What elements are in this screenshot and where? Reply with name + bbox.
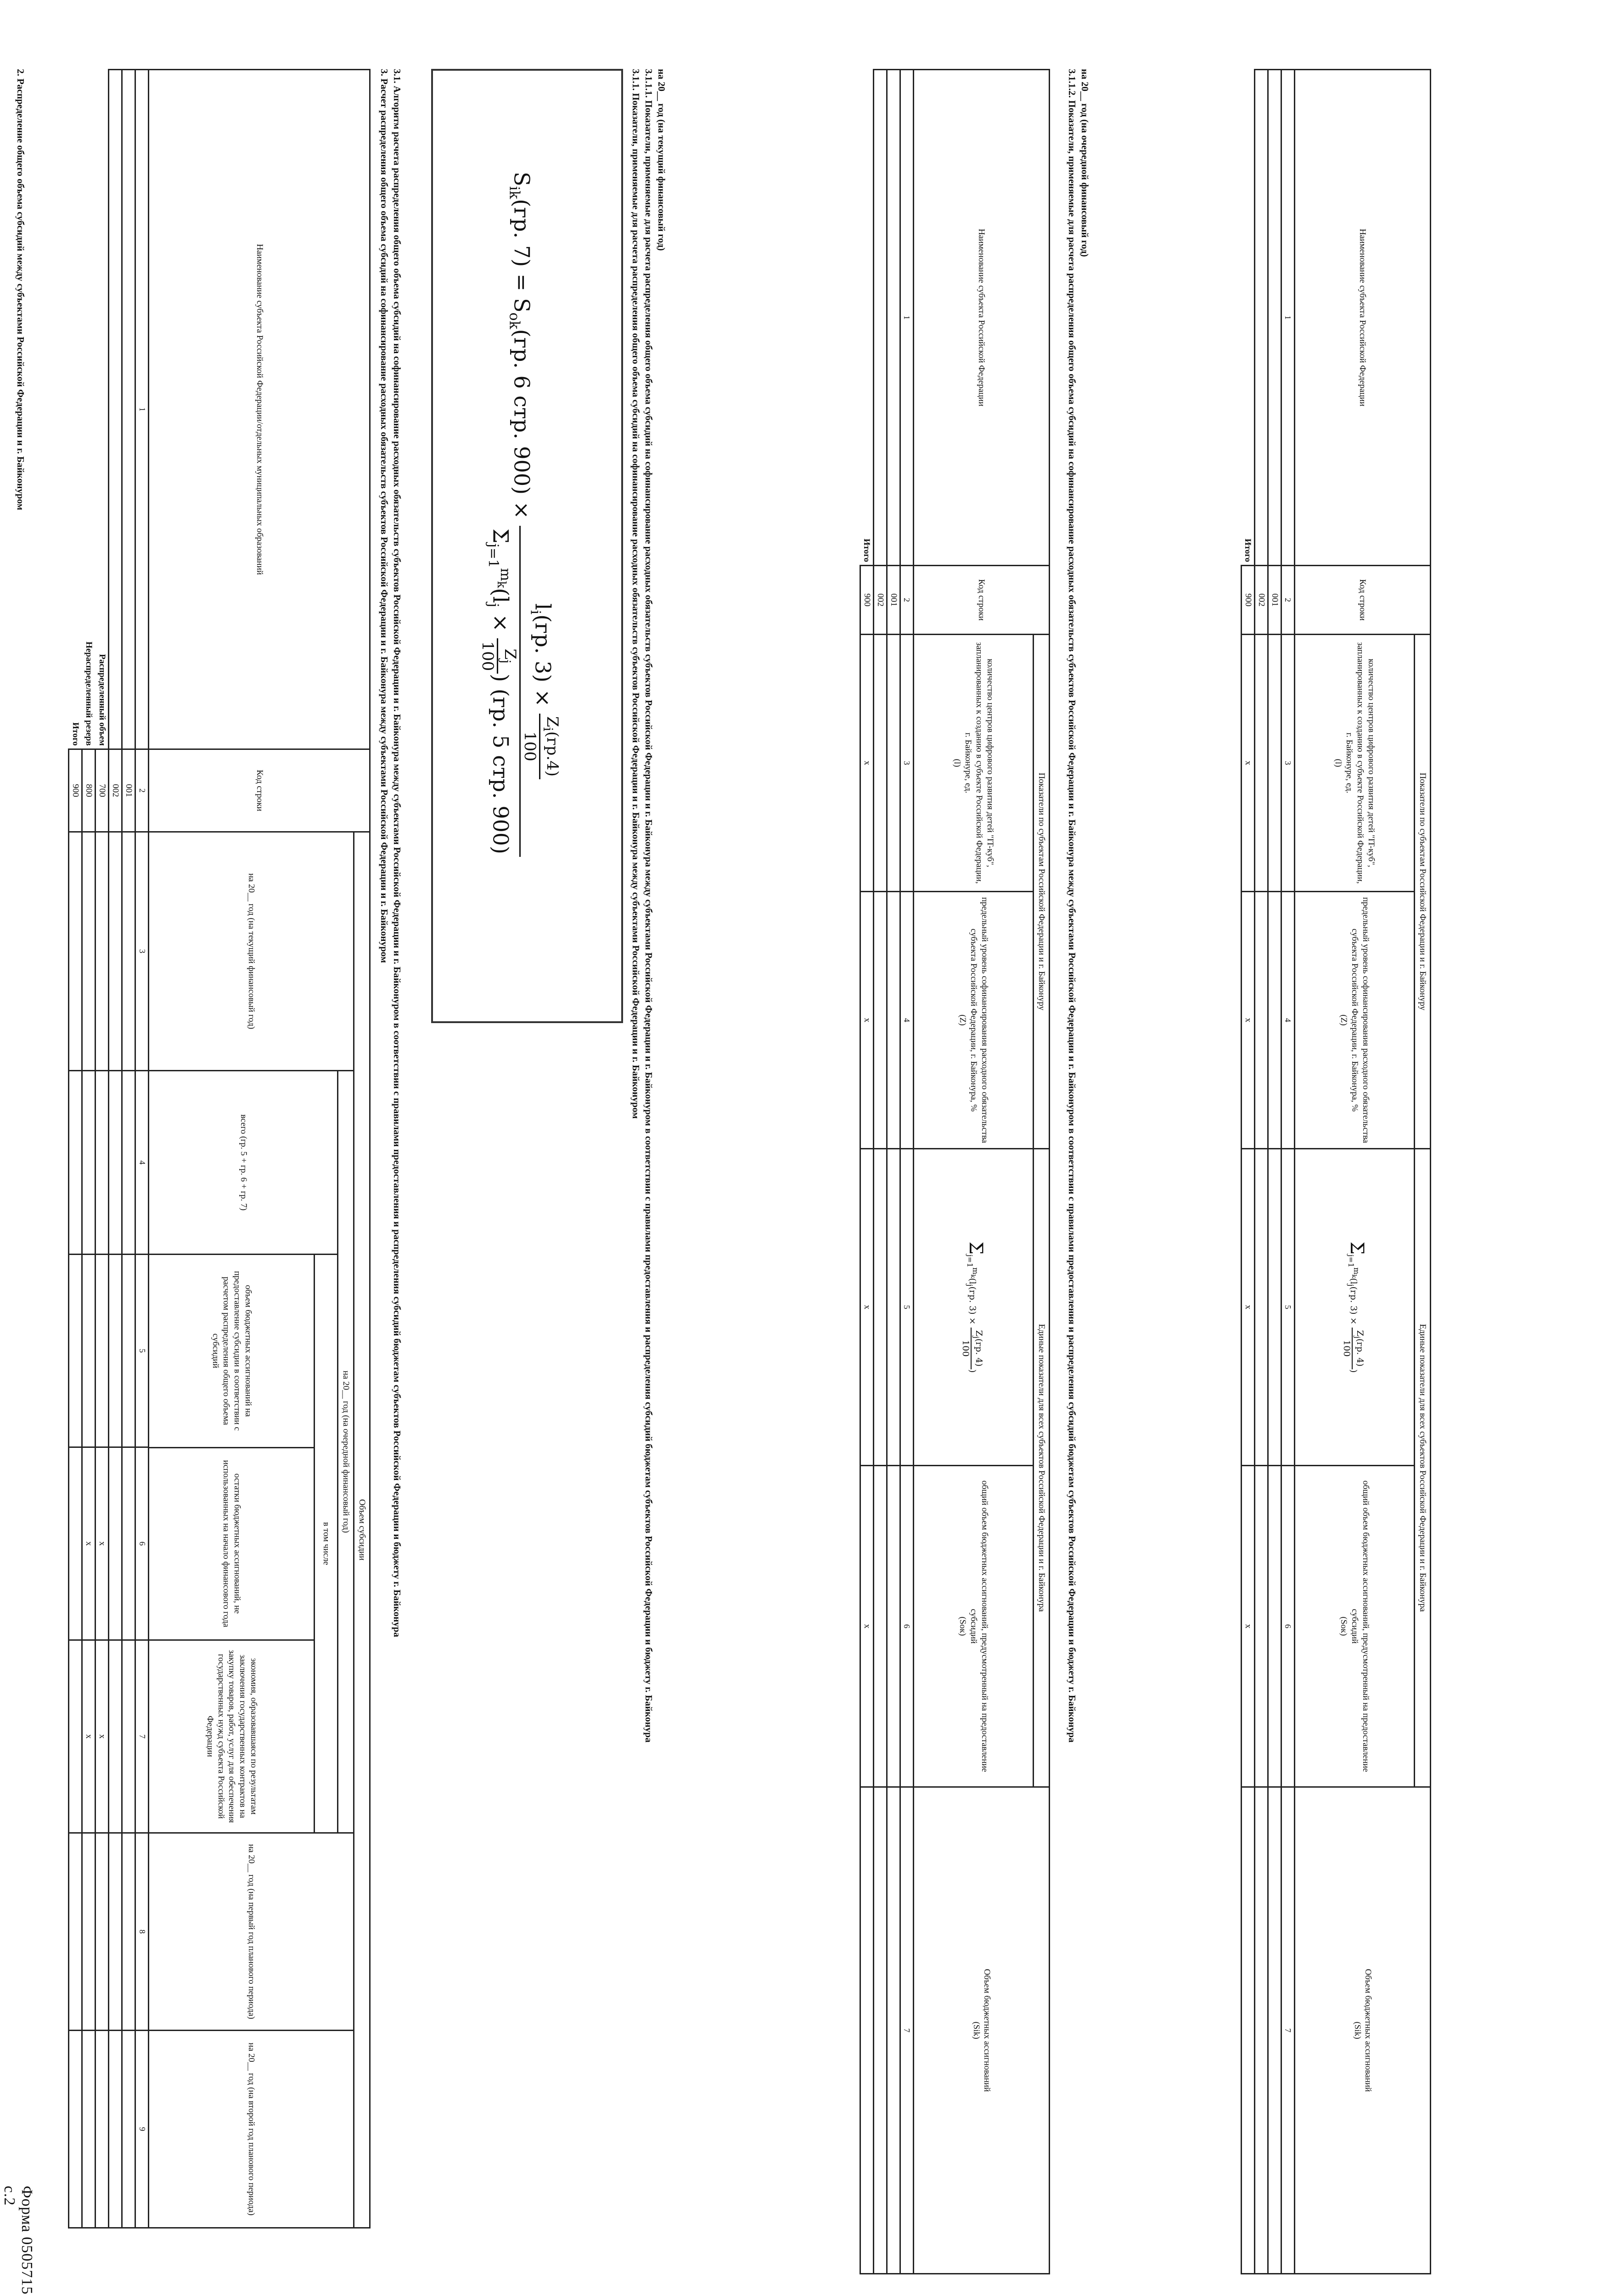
th-code: Код строки [149, 749, 370, 832]
formula-s-arg: (гр. 6 стр. 900) × [509, 329, 534, 519]
formula-num-arg: (гр. 3) × [530, 614, 556, 707]
cell-x: x [1242, 1466, 1255, 1787]
th-col6 [914, 1466, 1034, 1787]
th-col7-sym: (Sik) [971, 2021, 981, 2039]
cell-value[interactable] [1255, 892, 1268, 1149]
sum-args: (гр. 3) × [1348, 1286, 1359, 1325]
colnum-5: 5 [1281, 1149, 1295, 1466]
colnum-1: 1 [1281, 70, 1295, 566]
table-row [122, 70, 135, 2228]
cell-value[interactable] [96, 2031, 109, 2228]
th-col4 [1295, 892, 1415, 1149]
formula-fraction [478, 526, 562, 857]
cell-value[interactable] [109, 1640, 122, 1833]
th-col5: объем бюджетных ассигнований на предоставление субсидии в соответствии с расчетом распределения общего объема субсидий [150, 1255, 315, 1447]
table-row [874, 70, 887, 2274]
section3111-title: 3.1.1.1. Показатели, применяемые для расчета распределения общего объема субсидий на софинансирование расходных обязательств субъектов Российской Федерации и г. Байконура между субъектами Российской Федерации и г. Байконуром в соответствии с правилами предоставления и распределения субсидий бюджетам субъектов Российской Федерации и бюджету г. Байконура [643, 69, 654, 1743]
sum-args: (гр. 3) × [967, 1286, 978, 1325]
formula-den-mult: × [488, 607, 513, 632]
cell-code: 001 [122, 749, 135, 832]
th-col3-sym: (l) [952, 759, 962, 767]
total-code: 900 [860, 566, 874, 635]
cell-value[interactable] [887, 1466, 900, 1787]
colnum-6: 6 [900, 1466, 914, 1787]
cell-code: 002 [1255, 566, 1268, 635]
formula-den-z-top [497, 638, 519, 674]
sum-body: (l [1348, 1278, 1359, 1284]
colnum-3: 3 [900, 635, 914, 892]
colnum-2: 2 [1281, 566, 1295, 635]
colnum-1: 1 [900, 70, 914, 566]
cell-value[interactable] [82, 1255, 96, 1447]
cell-value[interactable] [96, 1255, 109, 1447]
sum-body: (l [967, 1278, 978, 1284]
cell-value[interactable] [109, 832, 122, 1071]
sum-sign: Σ [1346, 1241, 1367, 1255]
colnum-4: 4 [900, 892, 914, 1149]
cell-value[interactable] [122, 1255, 135, 1447]
cell-x: x [1242, 1149, 1255, 1466]
sum-z-arg: (гр. 4) [974, 1338, 984, 1367]
formula-z-top [539, 714, 562, 779]
th-col4 [914, 892, 1034, 1149]
cell-value[interactable] [887, 1787, 900, 2274]
formula-lhs: S [509, 172, 534, 186]
cell-name[interactable] [109, 70, 122, 749]
colnum-5: 5 [135, 1255, 149, 1447]
cell-x: x [860, 635, 874, 892]
colnum-6: 6 [1281, 1466, 1295, 1787]
colnum-3: 3 [135, 832, 149, 1071]
cell-value[interactable] [122, 832, 135, 1071]
formula-box [431, 69, 623, 1023]
cell-value[interactable] [1268, 1787, 1281, 2274]
cell-code: 002 [874, 566, 887, 635]
cell-value[interactable] [122, 2031, 135, 2228]
colnum-7: 7 [1281, 1787, 1295, 2274]
th-col7 [1295, 1787, 1431, 2274]
cell-value[interactable] [109, 1447, 122, 1640]
sum-hundred: 100 [1342, 1340, 1352, 1357]
cell-value[interactable] [69, 1447, 82, 1640]
colnum-5: 5 [900, 1149, 914, 1466]
th-group-subjects: Показатели по субъектам Российской Федерации и г. Байконуру [1415, 635, 1431, 1149]
cell-x: x [82, 1640, 96, 1833]
cell-value[interactable] [109, 2031, 122, 2228]
cell-value[interactable] [69, 1640, 82, 1833]
cell-value[interactable] [1268, 892, 1281, 1149]
cell-value[interactable] [874, 1466, 887, 1787]
sum-top: m [1352, 1267, 1361, 1275]
sum-hundred: 100 [961, 1340, 971, 1357]
th-col3 [914, 635, 1034, 892]
cell-value[interactable] [1268, 635, 1281, 892]
distribution-formula [478, 172, 562, 857]
formula-z-sub: i [540, 727, 556, 732]
cell-value[interactable] [69, 1255, 82, 1447]
cell-value[interactable] [96, 1071, 109, 1255]
formula-den-body-sub: j [485, 603, 501, 608]
cell-x: x [860, 1149, 874, 1466]
th-subject-name: Наименование субъекта Российской Федерации [914, 70, 1050, 566]
cell-value[interactable] [122, 1447, 135, 1640]
th-col5-formula: $\Sigma_{j=1}^{m_k}(l_j(гр$. 3) × $Z_j(гр$. 4) 100 ) [1295, 1149, 1415, 1466]
cell-value[interactable] [1268, 1466, 1281, 1787]
sum-body-sub: j [1347, 1284, 1356, 1287]
th-group-subjects: Показатели по субъектам Российской Федерации и г. Байконуру [1034, 635, 1050, 1149]
cell-x: x [860, 1466, 874, 1787]
th-code: Код строки [914, 566, 1050, 635]
th-including: в том числе [315, 1255, 337, 1832]
indicator-table-next [1241, 69, 1431, 2274]
cell-code: 001 [1268, 566, 1281, 635]
formula-denominator [478, 526, 519, 857]
cell-x: x [96, 1640, 109, 1833]
section311-title: 3.1.1. Показатели, применяемые для расчета распределения общего объема субсидий на софинансирование расходных обязательств субъектов Российской Федерации и г. Байконура между субъектами Российской Федерации и г. Байконуром [630, 69, 641, 1119]
sum-lim: j=1 [1347, 1254, 1356, 1268]
colnum-4: 4 [1281, 892, 1295, 1149]
cell-value[interactable] [69, 1833, 82, 2031]
th-col4-sym: (Z) [1339, 1014, 1349, 1026]
th-col6-sym: (Sок) [1339, 1616, 1349, 1636]
total-code: 900 [1242, 566, 1255, 635]
summary-code: 900 [69, 749, 82, 832]
sum-z: Z [1355, 1330, 1365, 1336]
cell-x: x [82, 1447, 96, 1640]
sum-z-arg: (гр. 4) [1355, 1338, 1365, 1367]
sum-top-sub: k [1350, 1274, 1357, 1278]
th-subject-name: Наименование субъекта Российской Федерации [1295, 70, 1431, 566]
cell-value[interactable] [82, 832, 96, 1071]
th-col6-sym: (Sок) [958, 1616, 968, 1636]
formula-den-hundred: 100 [478, 641, 497, 671]
cell-value[interactable] [109, 1071, 122, 1255]
cell-value[interactable] [1242, 1787, 1255, 2274]
total-row [1242, 70, 1255, 2274]
cell-value[interactable] [887, 635, 900, 892]
th-col3-sym: (l) [1333, 759, 1343, 767]
th-col5-formula: $\Sigma_{j=1}^{m_k}(l_j(гр$. 3) × $Z_j(гр$. 4) 100 ) [914, 1149, 1034, 1466]
sum-top-sub: k [969, 1274, 976, 1278]
th-total: всего (гр. 5 + гр. 6 + гр. 7) [149, 1071, 338, 1255]
formula-den-z-fraction [478, 638, 519, 674]
formula-sum-top: m [497, 568, 514, 581]
formula-s-sub: ok [506, 312, 523, 329]
cell-name[interactable] [122, 70, 135, 749]
th-col7 [914, 1787, 1050, 2274]
table-row [887, 70, 900, 2274]
table-row [109, 70, 122, 2228]
cell-name[interactable] [874, 70, 887, 566]
cell-value[interactable] [860, 1787, 874, 2274]
sum-lim: j=1 [966, 1254, 975, 1268]
formula-den-z: Z [501, 648, 520, 660]
cell-name[interactable] [1268, 70, 1281, 566]
cell-value[interactable] [1255, 1149, 1268, 1466]
cell-name[interactable] [887, 70, 900, 566]
cell-value[interactable] [887, 1149, 900, 1466]
th-group-common: Единые показатели для всех субъектов Российской Федерации и г. Байконура [1415, 1149, 1431, 1787]
th-name: Наименование субъекта Российской Федерации/отдельных муниципальных образований [149, 70, 370, 749]
summary-code: 800 [82, 749, 96, 832]
th-next-year: на 20__ год (на очередной финансовый год) [338, 1071, 354, 1833]
section2-title: 2. Распределение общего объема субсидий между субъектами Российской Федерации и г. Байконуром [15, 69, 26, 511]
cell-value[interactable] [96, 832, 109, 1071]
th-col7-label: Объем бюджетных ассигнований [982, 1969, 992, 2092]
th-including-group [149, 1255, 338, 1833]
formula-sum: Σ [488, 528, 513, 544]
sum-z-fraction [1341, 1328, 1365, 1369]
section31-title: 3.1. Алгоритм расчета распределения общего объема субсидий на софинансирование расходных обязательств субъектов Российской Федерации и г. Байконура между субъектами Российской Федерации и г. Байконуром в соответствии с правилами предоставления и распределения субсидий бюджетам субъектов Российской Федерации и бюджету г. Байконура [392, 69, 403, 1638]
summary-label: Распределенный объем [97, 654, 107, 746]
th-col7-label: Объем бюджетных ассигнований [1363, 1969, 1373, 2092]
cell-value[interactable] [1255, 1466, 1268, 1787]
th-col6: остатки бюджетных ассигнований, не использованных на начало финансового года [150, 1447, 315, 1640]
colnum-2: 2 [135, 749, 149, 832]
cell-value[interactable] [874, 1149, 887, 1466]
sum-z: Z [974, 1330, 984, 1336]
summary-label: Итого [71, 722, 81, 746]
distribution-table [68, 69, 371, 2228]
th-col6-label: общий объем бюджетных ассигнований, предусмотренный на предоставление субсидий [1350, 1480, 1371, 1772]
cell-x: x [860, 892, 874, 1149]
formula-den-tail: ) (гр. 5 стр. 900) [488, 674, 513, 855]
table-row [1255, 70, 1268, 2274]
cell-value[interactable] [122, 1071, 135, 1255]
sum-top: m [971, 1267, 980, 1275]
th-col6-label: общий объем бюджетных ассигнований, предусмотренный на предоставление субсидий [969, 1480, 989, 1772]
summary-row-distributed [96, 70, 109, 2228]
cell-value[interactable] [69, 1071, 82, 1255]
sum-body-sub: j [966, 1284, 975, 1287]
formula-den-body: (l [488, 588, 513, 603]
form-code: Форма 0505715 с.2 [1, 2186, 35, 2295]
formula-lhs-sub: ik [506, 186, 523, 199]
cell-value[interactable] [874, 892, 887, 1149]
summary-code: 700 [96, 749, 109, 832]
sum-z-fraction [960, 1328, 984, 1369]
cell-value[interactable] [1255, 635, 1268, 892]
total-label: Итого [1243, 538, 1253, 562]
colnum-8: 8 [135, 1833, 149, 2031]
th-current-year: на 20__ год (на текущий финансовый год) [149, 832, 354, 1071]
colnum-9: 9 [135, 2031, 149, 2228]
sum-sign: Σ [965, 1241, 986, 1255]
th-col4-label: предельный уровень софинансирования расходного обязательства субъекта Российской Федерации, г. Байконура, % [1350, 897, 1371, 1143]
formula-hundred: 100 [521, 732, 539, 761]
th-col7: экономия, образовавшаяся по результатам заключения государственных контрактов на закупку товаров, работ, услуг для обеспечения государственных нужд субъекта Российской Федерации [205, 1649, 258, 1823]
summary-row-total [69, 70, 82, 2228]
formula-l: l [530, 603, 556, 610]
cell-value[interactable] [122, 1640, 135, 1833]
th-col4-label: предельный уровень софинансирования расходного обязательства субъекта Российской Федерации, г. Байконура, % [969, 897, 989, 1143]
summary-label: Нераспределенный резерв [84, 642, 94, 746]
cell-x: x [1242, 635, 1255, 892]
th-code: Код строки [1295, 566, 1431, 635]
colnum-1: 1 [135, 70, 149, 749]
cell-value[interactable] [82, 2031, 96, 2228]
colnum-7: 7 [900, 1787, 914, 2274]
colnum-3: 3 [1281, 635, 1295, 892]
th-col3-label: количество центров цифрового развития детей "IT-куб", запланированных к созданию в субъекте Российской Федерации, г. Байконуре, ед. [963, 642, 995, 884]
th-volume: Объем субсидии [354, 832, 370, 2228]
cell-value[interactable] [109, 1255, 122, 1447]
formula-z: Z [543, 716, 562, 727]
th-col7-sym: (Sik) [1352, 2021, 1362, 2039]
th-group-common: Единые показатели для всех субъектов Российской Федерации и г. Байконура [1034, 1149, 1050, 1787]
total-row [860, 70, 874, 2274]
cell-value[interactable] [96, 1833, 109, 2031]
formula-sum-lim: j=1 [485, 543, 501, 568]
cell-value[interactable] [874, 1787, 887, 2274]
th-col3 [1295, 635, 1415, 892]
formula-den-z-sub: j [498, 659, 514, 664]
colnum-6: 6 [135, 1447, 149, 1640]
cell-value[interactable] [82, 1833, 96, 2031]
cell-x: x [1242, 892, 1255, 1149]
indicator-table-current [860, 69, 1050, 2274]
section3112-title: 3.1.1.2. Показатели, применяемые для расчета распределения общего объема субсидий на софинансирование расходных обязательств субъектов Российской Федерации и г. Байконура между субъектами Российской Федерации и г. Байконуром в соответствии с правилами предоставления и распределения субсидий бюджетам субъектов Российской Федерации и бюджету г. Байконура [1067, 69, 1078, 1743]
cell-value[interactable] [109, 1833, 122, 2031]
sum-z-sub: j [972, 1336, 981, 1339]
formula-numerator [519, 526, 562, 857]
colnum-4: 4 [135, 1071, 149, 1255]
cell-value[interactable] [874, 635, 887, 892]
th-col3-label: количество центров цифрового развития детей "IT-куб", запланированных к созданию в субъекте Российской Федерации, г. Байконуре, ед. [1344, 642, 1376, 884]
th-col4-sym: (Z) [958, 1014, 968, 1026]
summary-row-reserve [82, 70, 96, 2228]
formula-lhs-arg: (гр. 7) = S [509, 199, 534, 313]
cell-value[interactable] [1268, 1149, 1281, 1466]
formula-l-sub: i [527, 610, 544, 615]
section3-title: 3. Расчет распределения общего объема субсидий на софинансирование расходных обязательств субъектов Российской Федерации и г. Байконура между субъектами Российской Федерации и г. Байконуром [379, 69, 390, 963]
colnum-7: 7 [135, 1640, 149, 1833]
cell-name[interactable] [1255, 70, 1268, 566]
th-col6 [1295, 1466, 1415, 1787]
cell-value[interactable] [69, 832, 82, 1071]
formula-sum-top-sub: k [495, 581, 509, 588]
formula-z-arg: (гр.4) [543, 731, 562, 777]
th-second-plan: на 20__ год (на второй год планового периода) [149, 2031, 354, 2228]
th-first-plan: на 20__ год (на первый год планового периода) [149, 1833, 354, 2031]
section3112-year: на 20__ год (на очередной финансовый год) [1079, 69, 1090, 257]
section3111-year: на 20__ год (на текущий финансовый год) [656, 69, 667, 251]
sum-z-sub: j [1353, 1336, 1362, 1339]
cell-value[interactable] [69, 2031, 82, 2228]
cell-value[interactable] [1255, 1787, 1268, 2274]
cell-value[interactable] [887, 892, 900, 1149]
colnum-2: 2 [900, 566, 914, 635]
cell-value[interactable] [82, 1071, 96, 1255]
cell-x: x [96, 1447, 109, 1640]
total-label: Итого [862, 538, 872, 562]
cell-value[interactable] [122, 1833, 135, 2031]
formula-z-fraction [521, 714, 562, 779]
cell-code: 001 [887, 566, 900, 635]
cell-code: 002 [109, 749, 122, 832]
table-row [1268, 70, 1281, 2274]
